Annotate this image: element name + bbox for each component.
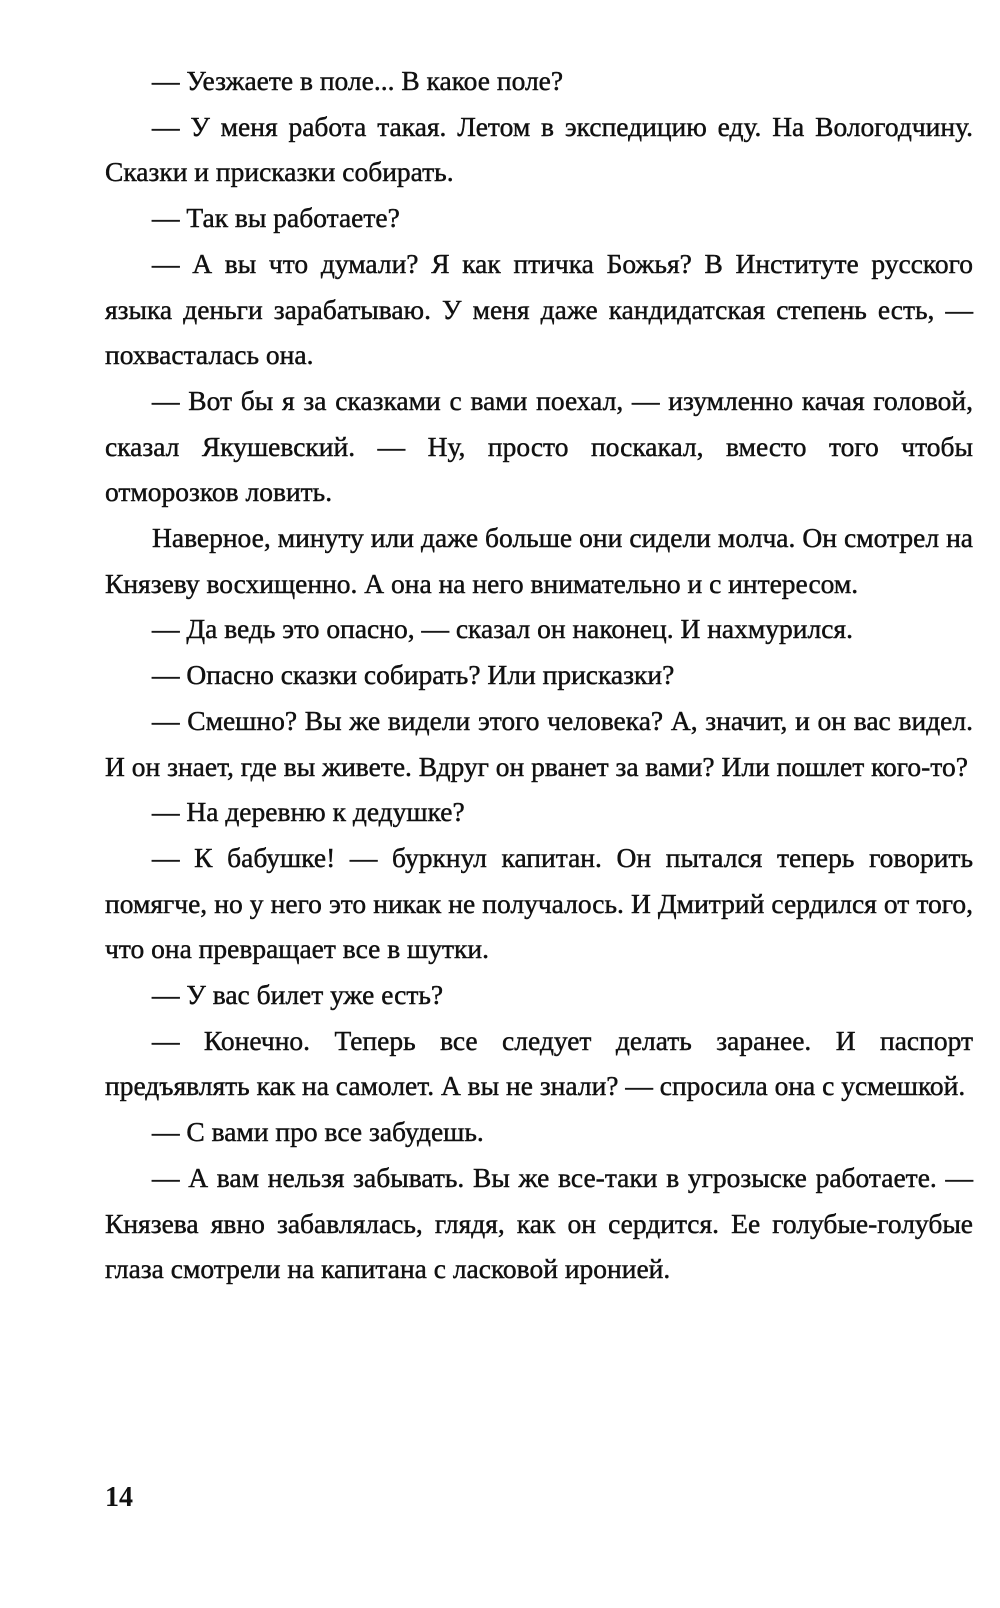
paragraph: Наверное, минуту или даже больше они сидели молча. Он смотрел на Князеву восхищенно. А она на него внимательно и с интересом. bbox=[105, 522, 973, 599]
paragraph: — Так вы работаете? bbox=[152, 202, 400, 234]
paragraph: — С вами про все забудешь. bbox=[152, 1116, 484, 1148]
paragraph: — Вот бы я за сказками с вами поехал, — изумленно качая головой, сказал Якушевский. — Ну, просто поскакал, вместо того чтобы отморозков ловить. bbox=[105, 384, 973, 508]
paragraph: — А вы что думали? Я как птичка Божья? В Институте русского языка деньги зарабатываю. У меня даже кандидатская степень есть, — похвасталась она. bbox=[105, 247, 973, 371]
page-text bbox=[105, 58, 973, 1292]
paragraph: — На деревню к дедушке? bbox=[152, 796, 465, 828]
page-number: 14 bbox=[105, 1482, 133, 1513]
paragraph: — У меня работа такая. Летом в экспедицию еду. На Вологодчину. Сказки и присказки собирать. bbox=[105, 110, 973, 188]
paragraph: — К бабушке! — буркнул капитан. Он пытался теперь говорить помягче, но у него это никак не получалось. И Дмитрий сердился от того, что она превращает все в шутки. bbox=[105, 841, 973, 965]
paragraph: — Опасно сказки собирать? Или присказки? bbox=[152, 659, 675, 691]
paragraph: — Да ведь это опасно, — сказал он наконец. И нахмурился. bbox=[152, 613, 853, 645]
paragraph: — Конечно. Теперь все следует делать заранее. И паспорт предъявлять как на самолет. А вы не знали? — спросила она с усмешкой. bbox=[105, 1024, 973, 1102]
paragraph: — Смешно? Вы же видели этого человека? А, значит, и он вас видел. И он знает, где вы живете. Вдруг он рванет за вами? Или пошлет кого-то? bbox=[105, 704, 973, 782]
paragraph: — А вам нельзя забывать. Вы же все-таки в угрозыске работаете. — Князева явно забавлялась, глядя, как он сердится. Ее голубые-голубые глаза смотрели на капитана с ласковой иронией. bbox=[105, 1161, 973, 1285]
paragraph: — У вас билет уже есть? bbox=[152, 979, 444, 1011]
paragraph: — Уезжаете в поле... В какое поле? bbox=[152, 65, 564, 96]
